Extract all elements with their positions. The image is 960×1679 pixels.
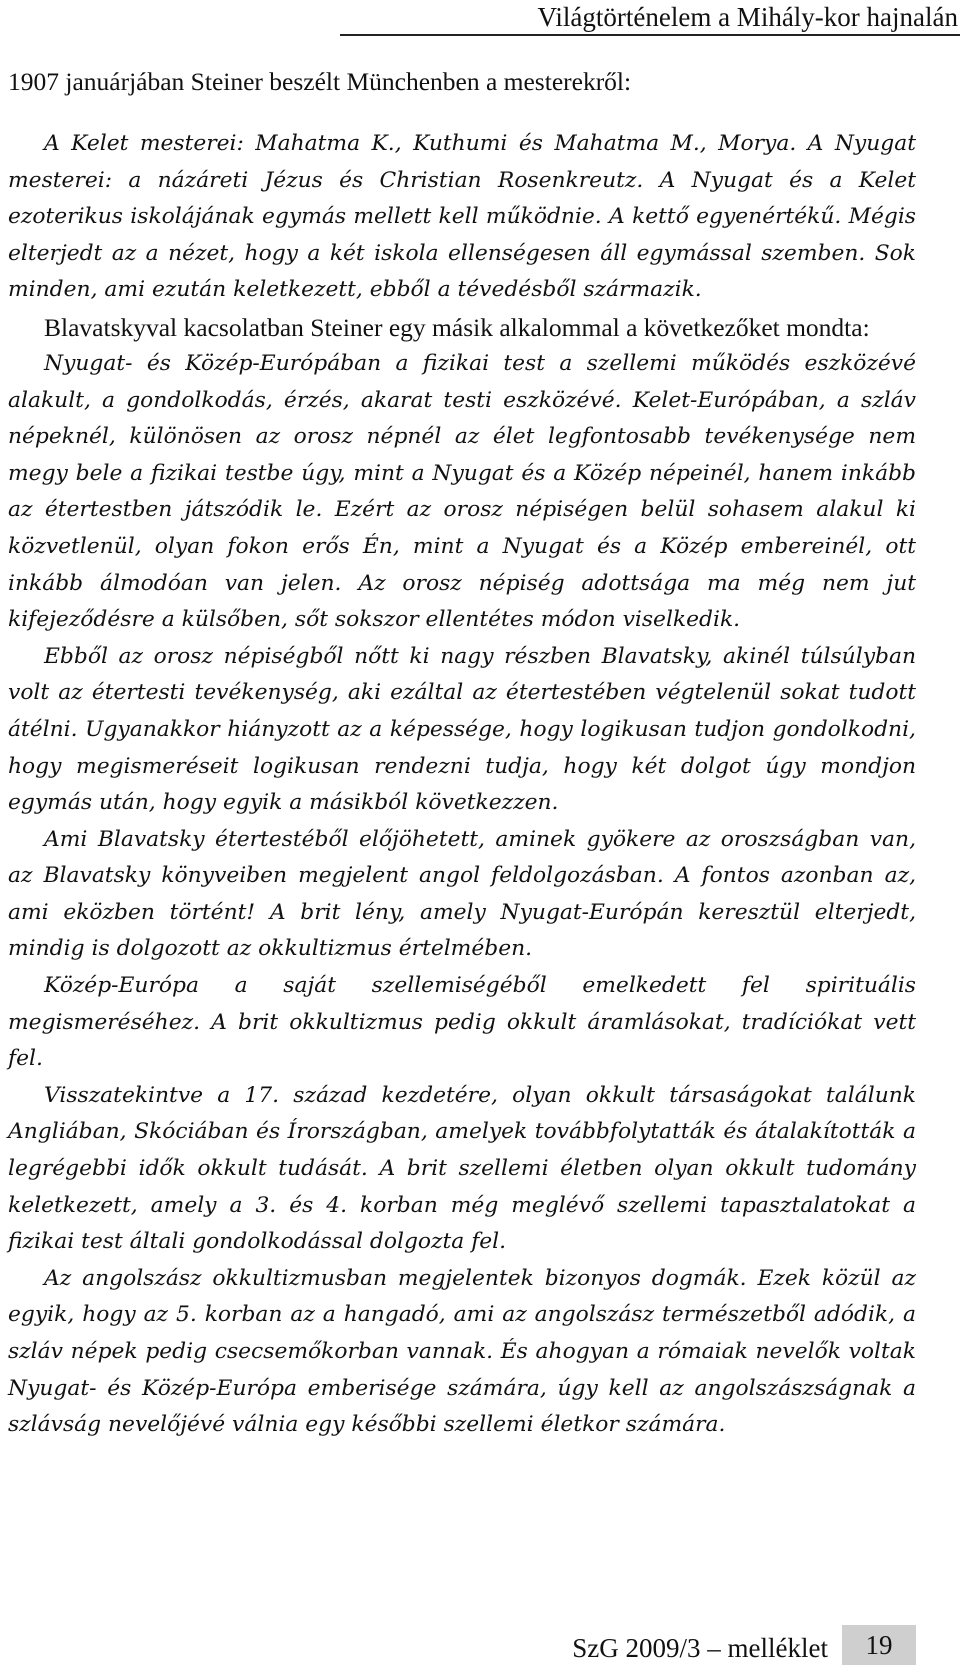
- issue-label: SzG 2009/3 – melléklet: [572, 1633, 828, 1663]
- quote-masters: A Kelet mesterei: Mahatma K., Kuthumi és Mahatma M., Morya. A Nyugat mesterei: a názáreti Jézus és Christian Rosenkreutz. A Nyugat és a Kelet ezoterikus iskolájának egymás mellett kell működnie. A kettő egyenértékű. Mégis elterjedt az a nézet, hogy a két iskola ellenségesen áll egymással szemben. Sok minden, ami ezután keletkezett, ebből a tévedésből származik.: [8, 131, 916, 303]
- intro-paragraph: 1907 januárjában Steiner beszélt Münchenben a mesterekről:: [8, 67, 632, 96]
- page-number: 19: [842, 1625, 916, 1665]
- quote-europe: Nyugat- és Közép-Európában a fizikai test a szellemi működés eszközévé alakult, a gondolkodás, érzés, akarat testi eszközévé. Kelet-Európában, a szláv népeknél, különösen az orosz népnél az élet legfontosabb tevékenysége nem megy bele a fizikai testbe úgy, mint a Nyugat és a Közép népeinél, hanem inkább az étertestben játszódik le. Ezért az orosz népiségen belül sohasem alakul ki közvetlenül, olyan fokon erős Én, mint a Nyugat és a Közép embereinél, ott inkább álmodóan van jelen. Az orosz népiség adottsága ma még nem jut kifejeződésre a külsőben, sőt sokszor ellentétes módon viselkedik.: [8, 350, 916, 633]
- quote-anglo-saxon-dogmas: Az angolszász okkultizmusban megjelentek bizonyos dogmák. Ezek közül az egyik, hogy az 5. korban az a hangadó, ami az angolszász természetből adódik, a szláv népek pedig csecsemőkorban vannak. És ahogyan a rómaiak nevelők voltak Nyugat- és Közép-Európa emberisége számára, úgy kell az angolszászságnak a szlávság nevelőjévé válnia egy későbbi szellemi életkor számára.: [8, 1265, 916, 1438]
- quote-blavatsky-books: Ami Blavatsky étertestéből előjöhetett, aminek gyökere az oroszságban van, az Blavatsky könyveiben megjelent angol feldolgozásban. A fontos azonban az, ami eközben történt! A brit lény, amely Nyugat-Európán keresztül elterjedt, mindig is dolgozott az okkultizmus értelmében.: [8, 826, 916, 962]
- running-header: Világtörténelem a Mihály-kor hajnalán: [340, 0, 960, 36]
- page-footer: [572, 1625, 916, 1665]
- transition-paragraph: Blavatskyval kacsolatban Steiner egy másik alkalommal a következőket mondta:: [44, 312, 870, 342]
- quote-central-europe: Közép-Európa a saját szellemiségéből emelkedett fel spirituális megismeréséhez. A brit okkultizmus pedig okkult áramlásokat, tradíciókat vett fel.: [8, 973, 916, 1072]
- quote-17th-century: Visszatekintve a 17. század kezdetére, olyan okkult társaságokat találunk Angliában, Skóciában és Írországban, amelyek továbbfolytatták és átalakították a legrégebbi idők okkult tudását. A brit szellemi életben olyan okkult tudomány keletkezett, amely a 3. és 4. korban még meglévő szellemi tapasztalatokat a fizikai test általi gondolkodással dolgozta fel.: [8, 1082, 916, 1255]
- page-content: [8, 64, 916, 1444]
- quote-blavatsky-origin: Ebből az orosz népiségből nőtt ki nagy részben Blavatsky, akinél túlsúlyban volt az étertesti tevékenység, aki ezáltal az étertestében végtelenül sokat tudott átélni. Ugyanakkor hiányzott az a képessége, hogy logikusan tudjon gondolkodni, hogy megismeréseit logikusan rendezni tudja, hogy két dolgot úgy mondjon egymás után, hogy egyik a másikból következzen.: [8, 643, 916, 816]
